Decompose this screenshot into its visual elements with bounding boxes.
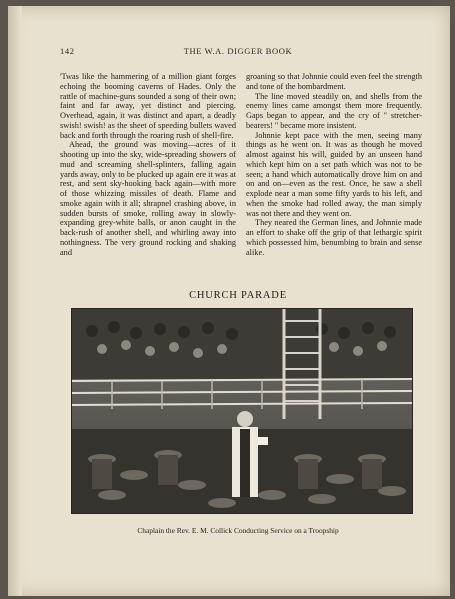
page-spine-shadow [8, 6, 22, 596]
photo-illustration [72, 309, 412, 513]
paragraph: groaning so that Johnnie could even feel the strength and tone of the bombardment. [246, 72, 422, 91]
book-title: THE W.A. DIGGER BOOK [183, 46, 293, 56]
right-text-column [246, 72, 422, 257]
paragraph: Johnnie kept pace with the men, seeing many things as he went on. It was as though he moved almost against his will, guided by an unseen hand which kept him on a set path which was not to be seen; a hand which automatically drove him on and on and on—even as the rest. Once, he saw a shell explode near a man some fifty yards to his left, and when the smoke had rolled away, the man simply was not there and they went on. [246, 130, 422, 218]
left-text-column [60, 72, 236, 257]
church-parade-photograph [71, 308, 413, 514]
paragraph: They neared the German lines, and Johnnie made an effort to shake off the grip of that lethargic spirit which possessed him, benumbing to brain and sense alike. [246, 218, 422, 257]
photo-caption: Chaplain the Rev. E. M. Collick Conducting Service on a Troopship [137, 526, 339, 535]
paragraph: Ahead, the ground was moving—acres of it shooting up into the sky, wide-spreading showers of mud and screaming shell-splinters, falling again yards away, only to be plucked up again ere it was at rest, and sent sky-hooking back again—with more of those whizzing missiles of death. Flame and smoke again with it all; shrapnel crashing above, in sudden bursts of smoke, rolling away in slowly-expanding grey-white balls, or anon caught in the back-rush of another shell, and whirling away into nothingness. The very ground rocking and shaking and [60, 140, 236, 257]
paragraph: The line moved steadily on, and shells from the enemy lines came amongst them more frequently. Gaps began to appear, and the cry of " stretcher-bearers! " became more insistent. [246, 91, 422, 130]
paragraph: 'Twas like the hammering of a million giant forges echoing the booming caverns of Hades. Only the rattle of machine-guns sounded a song of their own; faint and far away, yet distinct and piercing. Overhead, again, it was distinct and apart, a deadly swish! swish! as the sheet of speeding bullets waved back and forth through the roaring rush of shell-fire. [60, 72, 236, 140]
section-title: CHURCH PARADE [189, 290, 287, 301]
book-page [8, 6, 450, 596]
page-number: 142 [60, 46, 75, 56]
